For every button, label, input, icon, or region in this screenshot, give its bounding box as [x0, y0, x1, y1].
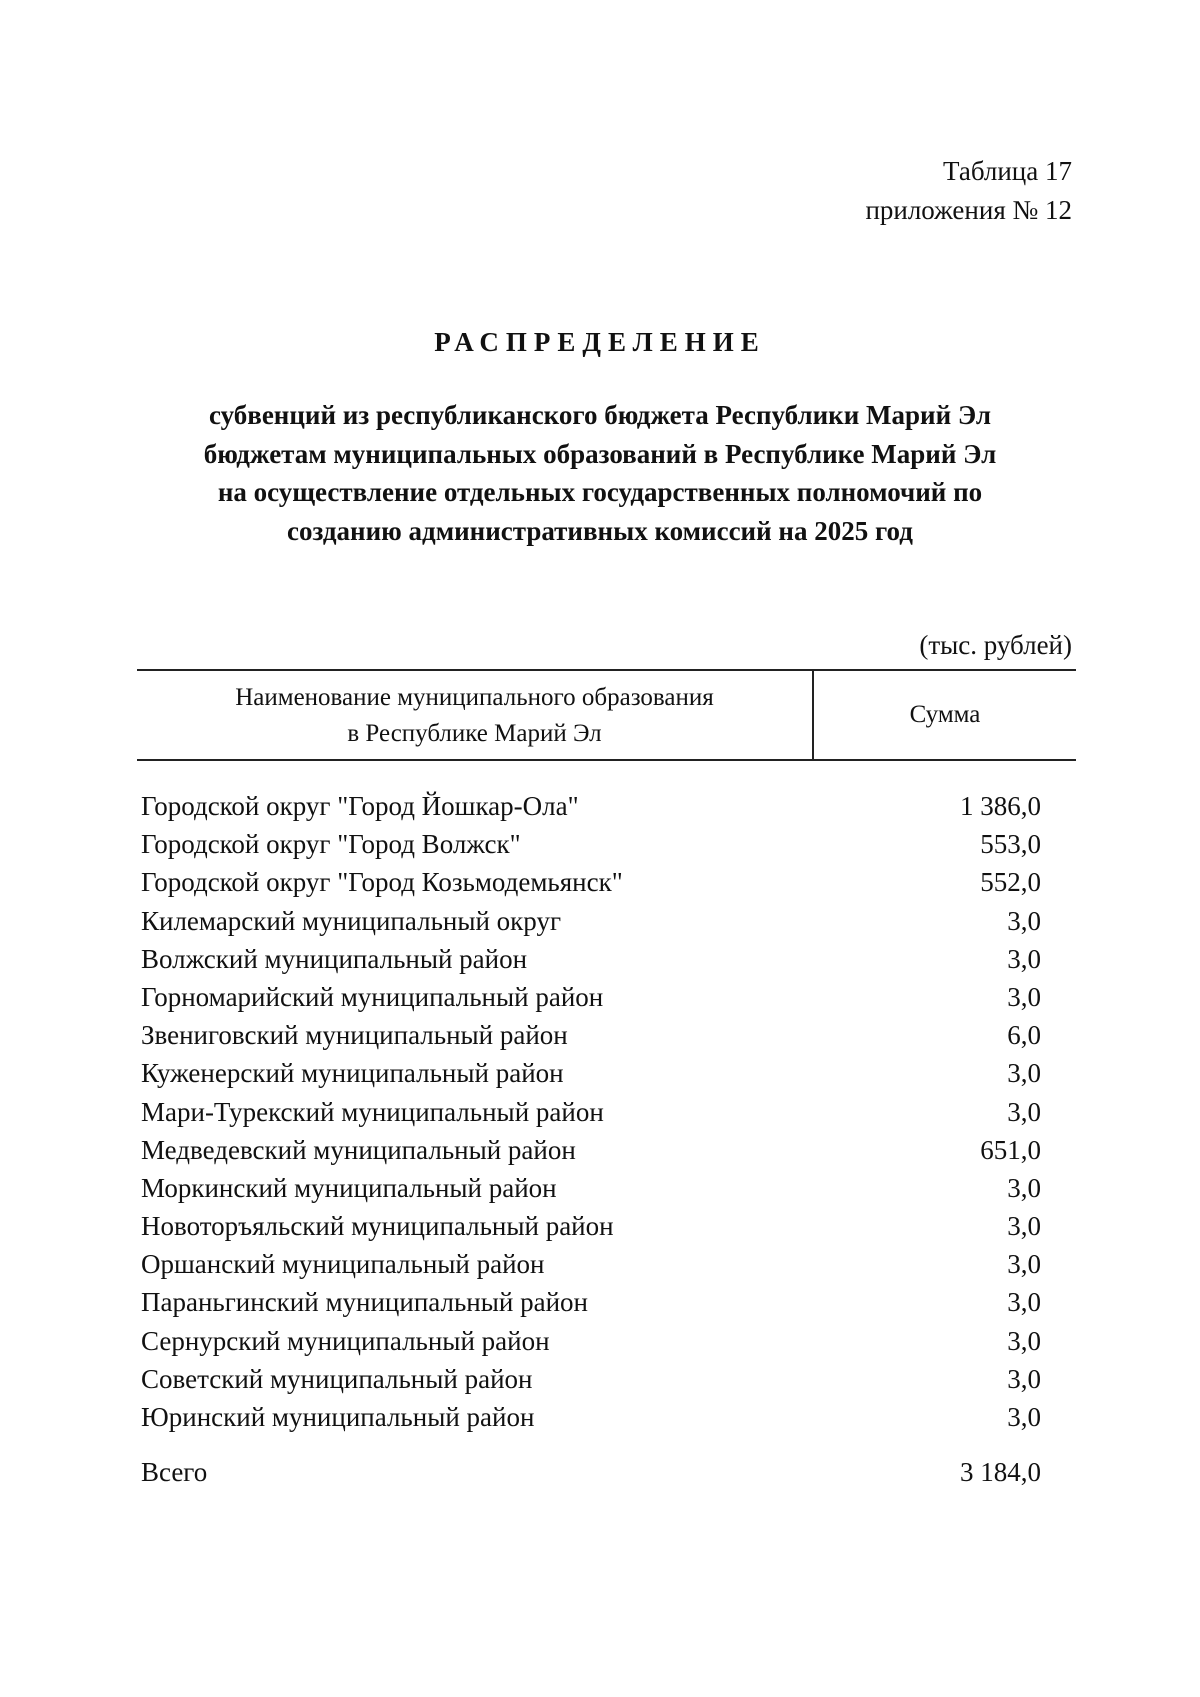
municipality-name: Килемарский муниципальный округ	[141, 905, 562, 936]
municipality-sum: 3,0	[1007, 1402, 1041, 1432]
table-row	[141, 825, 1041, 863]
subtitle-line: на осуществление отдельных государственных полномочий по	[217, 477, 983, 507]
total-label: Всего	[141, 1457, 208, 1487]
municipality-name: Куженерский муниципальный район	[141, 1058, 564, 1089]
municipality-name: Новоторъяльский муниципальный район	[141, 1211, 614, 1242]
municipality-sum: 1 386,0	[960, 791, 1041, 821]
municipality-name: Горномарийский муниципальный район	[141, 981, 604, 1012]
municipality-name: Юринский муниципальный район	[141, 1402, 535, 1432]
table-row	[141, 863, 1041, 901]
municipality-sum: 3,0	[1007, 981, 1041, 1012]
municipality-sum: 651,0	[980, 1134, 1041, 1165]
subtitle-line: бюджетам муниципальных образований в Республике Марий Эл	[203, 438, 997, 469]
column-header-sum: Сумма	[909, 701, 981, 728]
table-row	[141, 1283, 1041, 1321]
municipality-sum: 3,0	[1007, 943, 1041, 974]
column-header-name-line: Наименование муниципального образования	[235, 684, 714, 711]
total-row	[141, 1453, 1041, 1491]
table-row	[141, 978, 1041, 1016]
table-row	[141, 1016, 1041, 1054]
municipality-sum: 3,0	[1007, 1363, 1041, 1394]
municipality-sum: 3,0	[1007, 1058, 1041, 1089]
table-row	[141, 1398, 1041, 1436]
units-label: (тыс. рублей)	[919, 630, 1072, 660]
municipality-name: Сернурский муниципальный район	[141, 1325, 550, 1356]
municipality-sum: 3,0	[1007, 1211, 1041, 1242]
table-number: Таблица 17	[943, 156, 1072, 186]
municipality-sum: 3,0	[1007, 1287, 1041, 1318]
municipality-sum: 6,0	[1007, 1020, 1041, 1051]
municipality-name: Звениговский муниципальный район	[141, 1020, 568, 1051]
column-header-name-line: в Республике Марий Эл	[347, 720, 602, 747]
municipality-sum: 3,0	[1007, 1172, 1041, 1203]
municipality-name: Городской округ "Город Козьмодемьянск"	[141, 867, 623, 898]
table-row	[141, 1093, 1041, 1131]
municipality-sum: 552,0	[980, 867, 1041, 898]
table-row	[141, 787, 1041, 825]
table-row	[141, 1245, 1041, 1283]
municipality-sum: 3,0	[1007, 1249, 1041, 1280]
table-row	[141, 902, 1041, 940]
subtitle-line: созданию административных комиссий на 2025 год	[287, 515, 913, 546]
municipality-name: Советский муниципальный район	[141, 1363, 533, 1394]
municipality-sum: 3,0	[1007, 1096, 1041, 1127]
municipality-name: Параньгинский муниципальный район	[141, 1287, 588, 1318]
municipality-name: Медведевский муниципальный район	[141, 1134, 576, 1165]
subtitle-line: субвенций из республиканского бюджета Республики Марий Эл	[208, 400, 992, 430]
table-row	[141, 1207, 1041, 1245]
municipality-name: Городской округ "Город Волжск"	[141, 829, 521, 860]
table-row	[141, 1054, 1041, 1092]
table-reference	[865, 152, 1072, 230]
table-row	[141, 940, 1041, 978]
column-header-name	[137, 671, 814, 759]
table-row	[141, 1360, 1041, 1398]
total-sum: 3 184,0	[960, 1457, 1041, 1487]
municipality-sum: 553,0	[980, 829, 1041, 860]
municipality-name: Городской округ "Город Йошкар-Ола"	[141, 791, 579, 821]
table-row	[141, 1169, 1041, 1207]
document-subtitle	[0, 396, 1200, 550]
municipality-sum: 3,0	[1007, 1325, 1041, 1356]
municipality-name: Волжский муниципальный район	[141, 943, 528, 974]
table-row	[141, 1322, 1041, 1360]
municipality-name: Оршанский муниципальный район	[141, 1249, 545, 1280]
document-heading: РАСПРЕДЕЛЕНИЕ	[434, 327, 766, 357]
table-body	[141, 787, 1041, 1436]
municipality-name: Мари-Турекский муниципальный район	[141, 1096, 604, 1127]
table-header	[137, 669, 1076, 761]
municipality-name: Моркинский муниципальный район	[141, 1172, 557, 1203]
appendix-number: приложения № 12	[865, 195, 1072, 225]
table-row	[141, 1131, 1041, 1169]
municipality-sum: 3,0	[1007, 905, 1041, 936]
